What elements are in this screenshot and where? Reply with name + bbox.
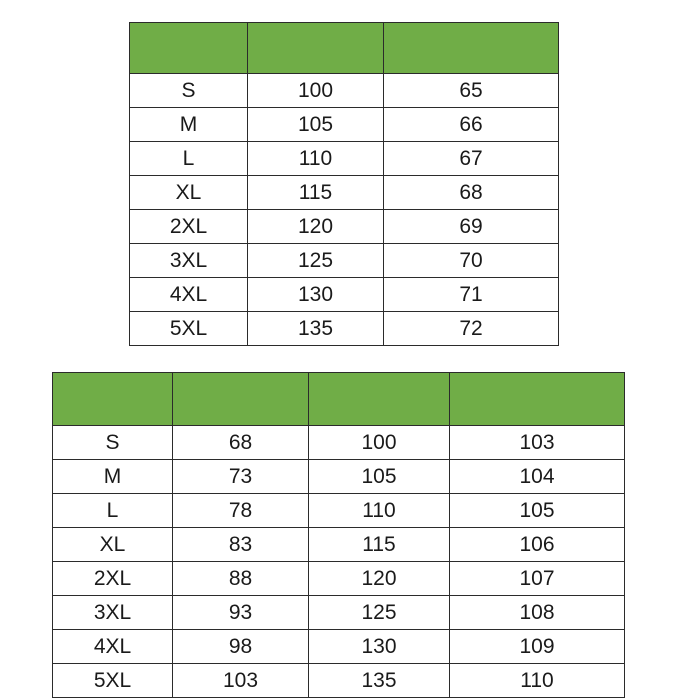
size-label-cell: 3XL [130,244,248,278]
header-cell [450,373,625,426]
measurement-cell: 104 [450,460,625,494]
table-row [130,176,559,210]
table-row [130,74,559,108]
measurement-cell: 66 [384,108,559,142]
size-label-cell: 2XL [53,562,173,596]
header-cell [173,373,309,426]
size-label-cell: 4XL [53,630,173,664]
measurement-cell: 108 [450,596,625,630]
table-row [53,528,625,562]
table-row [53,426,625,460]
size-label-cell: XL [130,176,248,210]
table-row [53,664,625,698]
measurement-cell: 78 [173,494,309,528]
size-label-cell: 5XL [130,312,248,346]
size-label-cell: M [53,460,173,494]
measurement-cell: 67 [384,142,559,176]
measurement-cell: 83 [173,528,309,562]
measurement-cell: 110 [248,142,384,176]
size-label-cell: 2XL [130,210,248,244]
measurement-cell: 100 [309,426,450,460]
measurement-cell: 105 [309,460,450,494]
measurement-cell: 135 [309,664,450,698]
table-row [130,244,559,278]
table-row [53,562,625,596]
table-row [53,460,625,494]
measurement-cell: 68 [173,426,309,460]
header-row [130,23,559,74]
table-row [53,630,625,664]
table-row [130,210,559,244]
measurement-cell: 88 [173,562,309,596]
measurement-cell: 70 [384,244,559,278]
size-label-cell: 4XL [130,278,248,312]
measurement-cell: 93 [173,596,309,630]
measurement-cell: 72 [384,312,559,346]
measurement-cell: 98 [173,630,309,664]
header-cell [248,23,384,74]
measurement-cell: 115 [248,176,384,210]
header-cell [130,23,248,74]
header-cell [384,23,559,74]
table-row [53,494,625,528]
header-cell [53,373,173,426]
size-label-cell: XL [53,528,173,562]
measurement-cell: 65 [384,74,559,108]
header-cell [309,373,450,426]
measurement-cell: 120 [248,210,384,244]
size-label-cell: L [130,142,248,176]
measurement-cell: 109 [450,630,625,664]
measurement-cell: 106 [450,528,625,562]
table-row [53,596,625,630]
size-chart-bottom [52,372,625,698]
measurement-cell: 73 [173,460,309,494]
measurement-cell: 68 [384,176,559,210]
measurement-cell: 71 [384,278,559,312]
header-row [53,373,625,426]
table-row [130,142,559,176]
measurement-cell: 107 [450,562,625,596]
table-row [130,278,559,312]
measurement-cell: 120 [309,562,450,596]
measurement-cell: 110 [450,664,625,698]
size-label-cell: L [53,494,173,528]
measurement-cell: 125 [248,244,384,278]
size-label-cell: S [53,426,173,460]
size-label-cell: 5XL [53,664,173,698]
table-row [130,108,559,142]
size-label-cell: 3XL [53,596,173,630]
measurement-cell: 115 [309,528,450,562]
measurement-cell: 103 [450,426,625,460]
measurement-cell: 130 [248,278,384,312]
measurement-cell: 135 [248,312,384,346]
table-row [130,312,559,346]
measurement-cell: 100 [248,74,384,108]
measurement-cell: 69 [384,210,559,244]
size-label-cell: M [130,108,248,142]
measurement-cell: 105 [248,108,384,142]
measurement-cell: 105 [450,494,625,528]
measurement-cell: 110 [309,494,450,528]
measurement-cell: 125 [309,596,450,630]
measurement-cell: 103 [173,664,309,698]
measurement-cell: 130 [309,630,450,664]
size-chart-top [129,22,559,346]
size-label-cell: S [130,74,248,108]
